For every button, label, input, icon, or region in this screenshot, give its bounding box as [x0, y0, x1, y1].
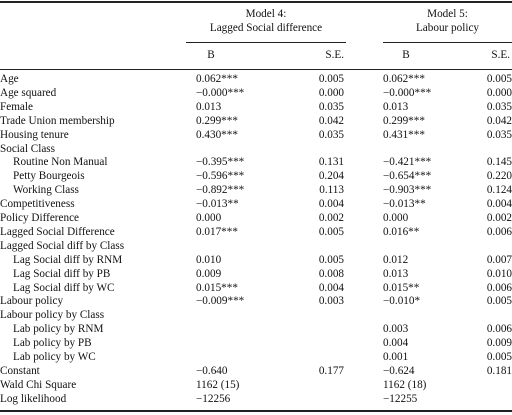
model5-b-header: B [402, 49, 410, 61]
model5-se-cell: 0.220 [486, 170, 512, 183]
model5-b-cell: −0.013** [383, 198, 426, 211]
header-rule [0, 69, 512, 70]
model5-se-cell: 0.124 [486, 184, 512, 197]
model4-b-cell: 0.299*** [196, 114, 238, 127]
model4-se-cell: 0.004 [318, 198, 344, 211]
model5-b-cell: 0.013 [383, 267, 409, 280]
row-label: Housing tenure [0, 128, 69, 141]
row-label: Age squared [0, 86, 57, 99]
model4-se-cell: 0.000 [318, 86, 344, 99]
model5-se-cell: 0.009 [486, 337, 512, 350]
model5-b-cell: −0.903*** [383, 184, 432, 197]
model4-b-cell: 0.015*** [196, 281, 238, 294]
model4-se-cell: 0.204 [318, 170, 344, 183]
model4-subtitle: Lagged Social difference [209, 22, 323, 34]
model4-se-cell: 0.177 [318, 364, 344, 377]
model5-b-cell: −0.010* [383, 295, 421, 308]
model5-se-cell: 0.004 [486, 198, 512, 211]
row-label: Age [0, 73, 19, 85]
model4-underline [186, 42, 346, 43]
row-label: Competitiveness [0, 198, 75, 211]
model5-se-cell: 0.145 [486, 156, 512, 169]
model5-se-cell: 0.035 [486, 128, 512, 141]
row-label: Policy Difference [0, 212, 80, 224]
model4-b-cell: 0.017*** [196, 225, 238, 238]
row-label: Labour policy [0, 295, 64, 308]
model5-se-header: S.E. [491, 49, 510, 61]
model5-b-cell: −0.421*** [383, 156, 432, 169]
row-label: Lab policy by PB [13, 337, 92, 350]
row-label: Lagged Social Difference [0, 225, 115, 238]
model4-b-cell: −0.013** [196, 198, 239, 211]
row-label: Log likelihood [0, 392, 67, 405]
row-label: Working Class [13, 184, 79, 197]
model5-title: Model 5: [427, 8, 468, 20]
model4-b-cell: 0.430*** [196, 128, 238, 141]
model5-se-cell: 0.181 [486, 364, 512, 377]
model5-b-cell: 0.012 [383, 253, 409, 266]
model5-b-cell: −0.624 [383, 364, 415, 377]
model5-se-cell: 0.042 [486, 114, 512, 127]
row-label: Lab policy by RNM [13, 323, 104, 336]
model4-se-cell: 0.131 [318, 156, 344, 169]
model5-b-cell: 0.000 [383, 212, 409, 224]
model4-b-cell: 1162 (15) [196, 378, 240, 391]
table-top-rule [0, 1, 512, 3]
row-label: Lag Social diff by PB [13, 267, 111, 280]
model4-b-cell: 0.010 [196, 253, 222, 266]
model4-title: Model 4: [245, 8, 287, 20]
model5-se-cell: 0.000 [486, 86, 512, 99]
model5-b-cell: −0.654*** [383, 170, 432, 183]
model5-se-cell: 0.035 [486, 100, 512, 113]
model4-se-cell: 0.005 [318, 225, 344, 238]
model4-b-cell: 0.013 [196, 100, 222, 113]
model5-se-cell: 0.006 [486, 281, 512, 294]
row-label: Trade Union membership [0, 114, 115, 127]
model4-b-cell: 0.009 [196, 267, 222, 280]
model5-se-cell: 0.005 [486, 351, 512, 363]
model5-b-cell: 1162 (18) [383, 378, 427, 391]
row-label: Female [0, 100, 33, 113]
model5-b-cell: 0.431*** [383, 128, 425, 141]
model5-se-cell: 0.005 [486, 295, 512, 308]
row-label: Petty Bourgeois [13, 170, 85, 183]
model4-se-cell: 0.002 [318, 212, 344, 224]
row-label: Lab policy by WC [13, 351, 96, 363]
model4-se-cell: 0.008 [318, 267, 344, 280]
model4-se-cell: 0.035 [318, 100, 344, 113]
model5-b-cell: 0.062*** [383, 73, 425, 85]
model4-se-cell: 0.042 [318, 114, 344, 127]
model4-b-cell: −12256 [196, 392, 231, 405]
model5-se-cell: 0.007 [486, 253, 512, 266]
model5-underline [383, 42, 512, 43]
row-label: Lag Social diff by WC [13, 281, 115, 294]
row-label: Wald Chi Square [0, 378, 77, 391]
row-label: Constant [0, 364, 40, 377]
model5-b-cell: 0.001 [383, 351, 409, 363]
model4-se-cell: 0.003 [318, 295, 344, 308]
model4-se-cell: 0.035 [318, 128, 344, 141]
row-label: Lag Social diff by RNM [13, 253, 123, 266]
row-label: Lagged Social diff by Class [0, 239, 125, 252]
row-label: Labour policy by Class [0, 309, 105, 322]
model4-se-cell: 0.005 [318, 253, 344, 266]
model4-b-cell: −0.596*** [196, 170, 245, 183]
model5-subtitle: Labour policy [415, 22, 480, 34]
model4-b-cell: −0.009*** [196, 295, 245, 308]
model5-se-cell: 0.010 [486, 267, 512, 280]
table-bottom-rule [0, 410, 512, 412]
model4-se-cell: 0.113 [319, 184, 344, 197]
model5-b-cell: 0.013 [383, 100, 409, 113]
model4-b-cell: 0.062*** [196, 73, 238, 85]
model4-b-cell: −0.395*** [196, 156, 245, 169]
model4-b-cell: 0.000 [196, 212, 222, 224]
model4-se-header: S.E. [325, 49, 344, 61]
model4-b-cell: −0.892*** [196, 184, 245, 197]
model5-se-cell: 0.006 [486, 323, 512, 336]
model5-se-cell: 0.002 [486, 212, 512, 224]
model5-b-cell: 0.015** [383, 281, 420, 294]
model5-b-cell: 0.016** [383, 225, 420, 238]
model4-b-cell: −0.640 [196, 364, 228, 377]
model5-b-cell: −0.000*** [383, 86, 432, 99]
model4-se-cell: 0.004 [318, 281, 344, 294]
model5-se-cell: 0.005 [486, 73, 512, 85]
model5-b-cell: −12255 [383, 392, 418, 405]
model5-se-cell: 0.006 [486, 225, 512, 238]
model4-b-header: B [207, 49, 215, 61]
row-label: Routine Non Manual [13, 156, 108, 169]
model5-b-cell: 0.004 [383, 337, 409, 350]
row-label: Social Class [0, 142, 56, 155]
model5-b-cell: 0.003 [383, 323, 409, 336]
model5-b-cell: 0.299*** [383, 114, 425, 127]
model4-b-cell: −0.000*** [196, 86, 245, 99]
model4-se-cell: 0.005 [318, 73, 344, 85]
